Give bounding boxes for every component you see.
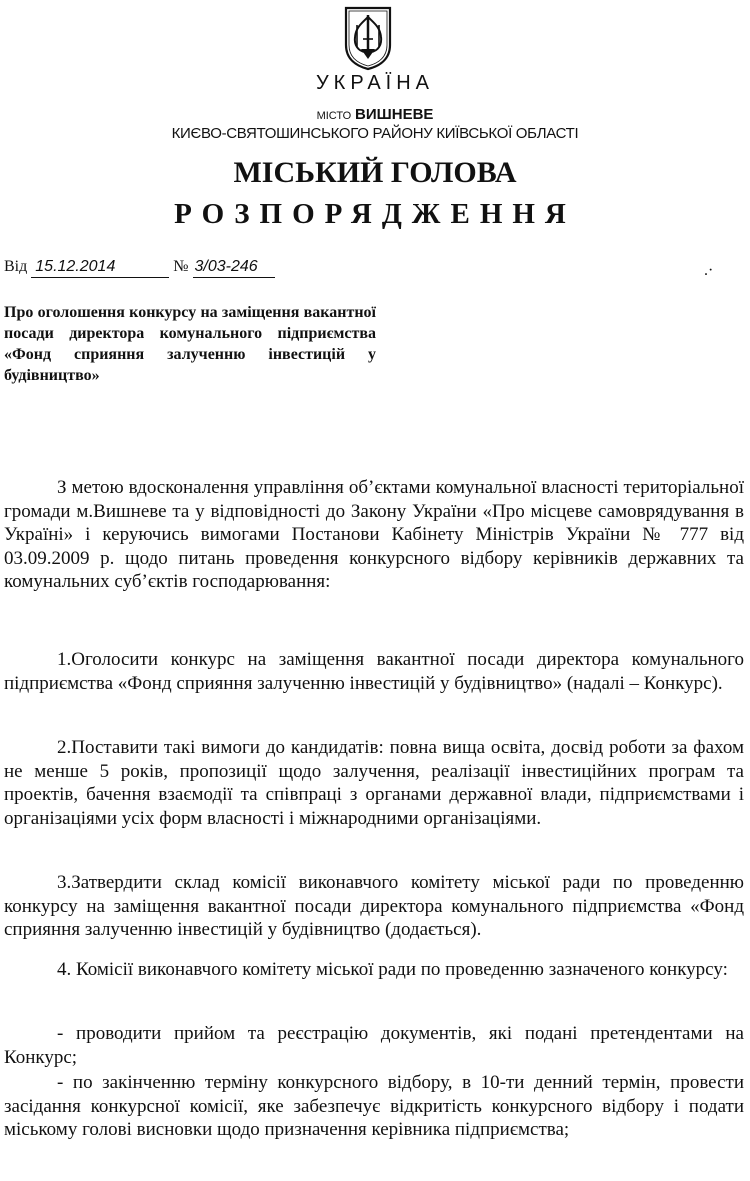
number-value: 3/03-246	[193, 258, 275, 278]
order-subject: Про оголошення конкурсу на заміщення вакантної посади директора комунального підприємства «Фонд сприяння залученню інвестицій у будівництво»	[4, 304, 376, 384]
city-name: ВИШНЕВЕ	[355, 106, 434, 123]
coat-of-arms-icon	[343, 5, 393, 71]
city-prefix: МІСТО	[316, 110, 352, 122]
country-name: УКРАЇНА	[315, 72, 435, 94]
item-3-paragraph: 3.Затвердити склад комісії виконавчого комітету міської ради по проведенню конкурсу на заміщення вакантної посади директора комунального підприємства «Фонд сприяння залученню інвестицій у будівництво (додається).	[4, 872, 744, 940]
city-line	[0, 106, 750, 123]
date-label: Від	[4, 258, 28, 275]
date-number-row	[4, 258, 275, 278]
item-4-paragraph: 4. Комісії виконавчого комітету міської ради по проведенню зазначеного конкурсу:	[57, 959, 728, 980]
scan-mark: .·	[704, 262, 714, 279]
mayor-title: МІСЬКИЙ ГОЛОВА	[233, 156, 517, 189]
item-2-paragraph: 2.Поставити такі вимоги до кандидатів: повна вища освіта, досвід роботи за фахом не менше 5 років, пропозиції щодо залучення, реалізації інвестиційних програм та проектів, бачення взаємодії та співпраці з органами державної влади, підприємствами і організаціями усіх форм власності і міжнародними організаціями.	[4, 737, 744, 829]
sub-item-1-paragraph: - проводити прийом та реєстрацію документів, які подані претендентами на Конкурс;	[4, 1023, 744, 1068]
number-label: №	[173, 258, 189, 275]
date-value: 15.12.2014	[31, 258, 169, 278]
item-1-paragraph: 1.Оголосити конкурс на заміщення вакантної посади директора комунального підприємства «Фонд сприяння залученню інвестицій у будівництво» (надалі – Конкурс).	[4, 649, 744, 694]
district-line: КИЄВО-СВЯТОШИНСЬКОГО РАЙОНУ КИЇВСЬКОЇ ОБЛАСТІ	[171, 125, 579, 142]
sub-item-2-paragraph: - по закінченню терміну конкурсного відбору, в 10-ти денний термін, провести засідання конкурсної комісії, яке забезпечує відкритість конкурсного відбору і подати міському голові висновки щодо призначення керівника підприємства;	[4, 1072, 744, 1140]
preamble-paragraph: З метою вдосконалення управління об’єктами комунальної власності територіальної громади м.Вишневе та у відповідності до Закону України «Про місцеве самоврядування в Україні» і керуючись вимогами Постанови Кабінету Міністрів України № 777 від 03.09.2009 р. щодо питань проведення конкурсного відбору керівників державних та комунальних суб’єктів господарювання:	[4, 477, 744, 592]
document-type: РОЗПОРЯДЖЕННЯ	[174, 198, 576, 230]
